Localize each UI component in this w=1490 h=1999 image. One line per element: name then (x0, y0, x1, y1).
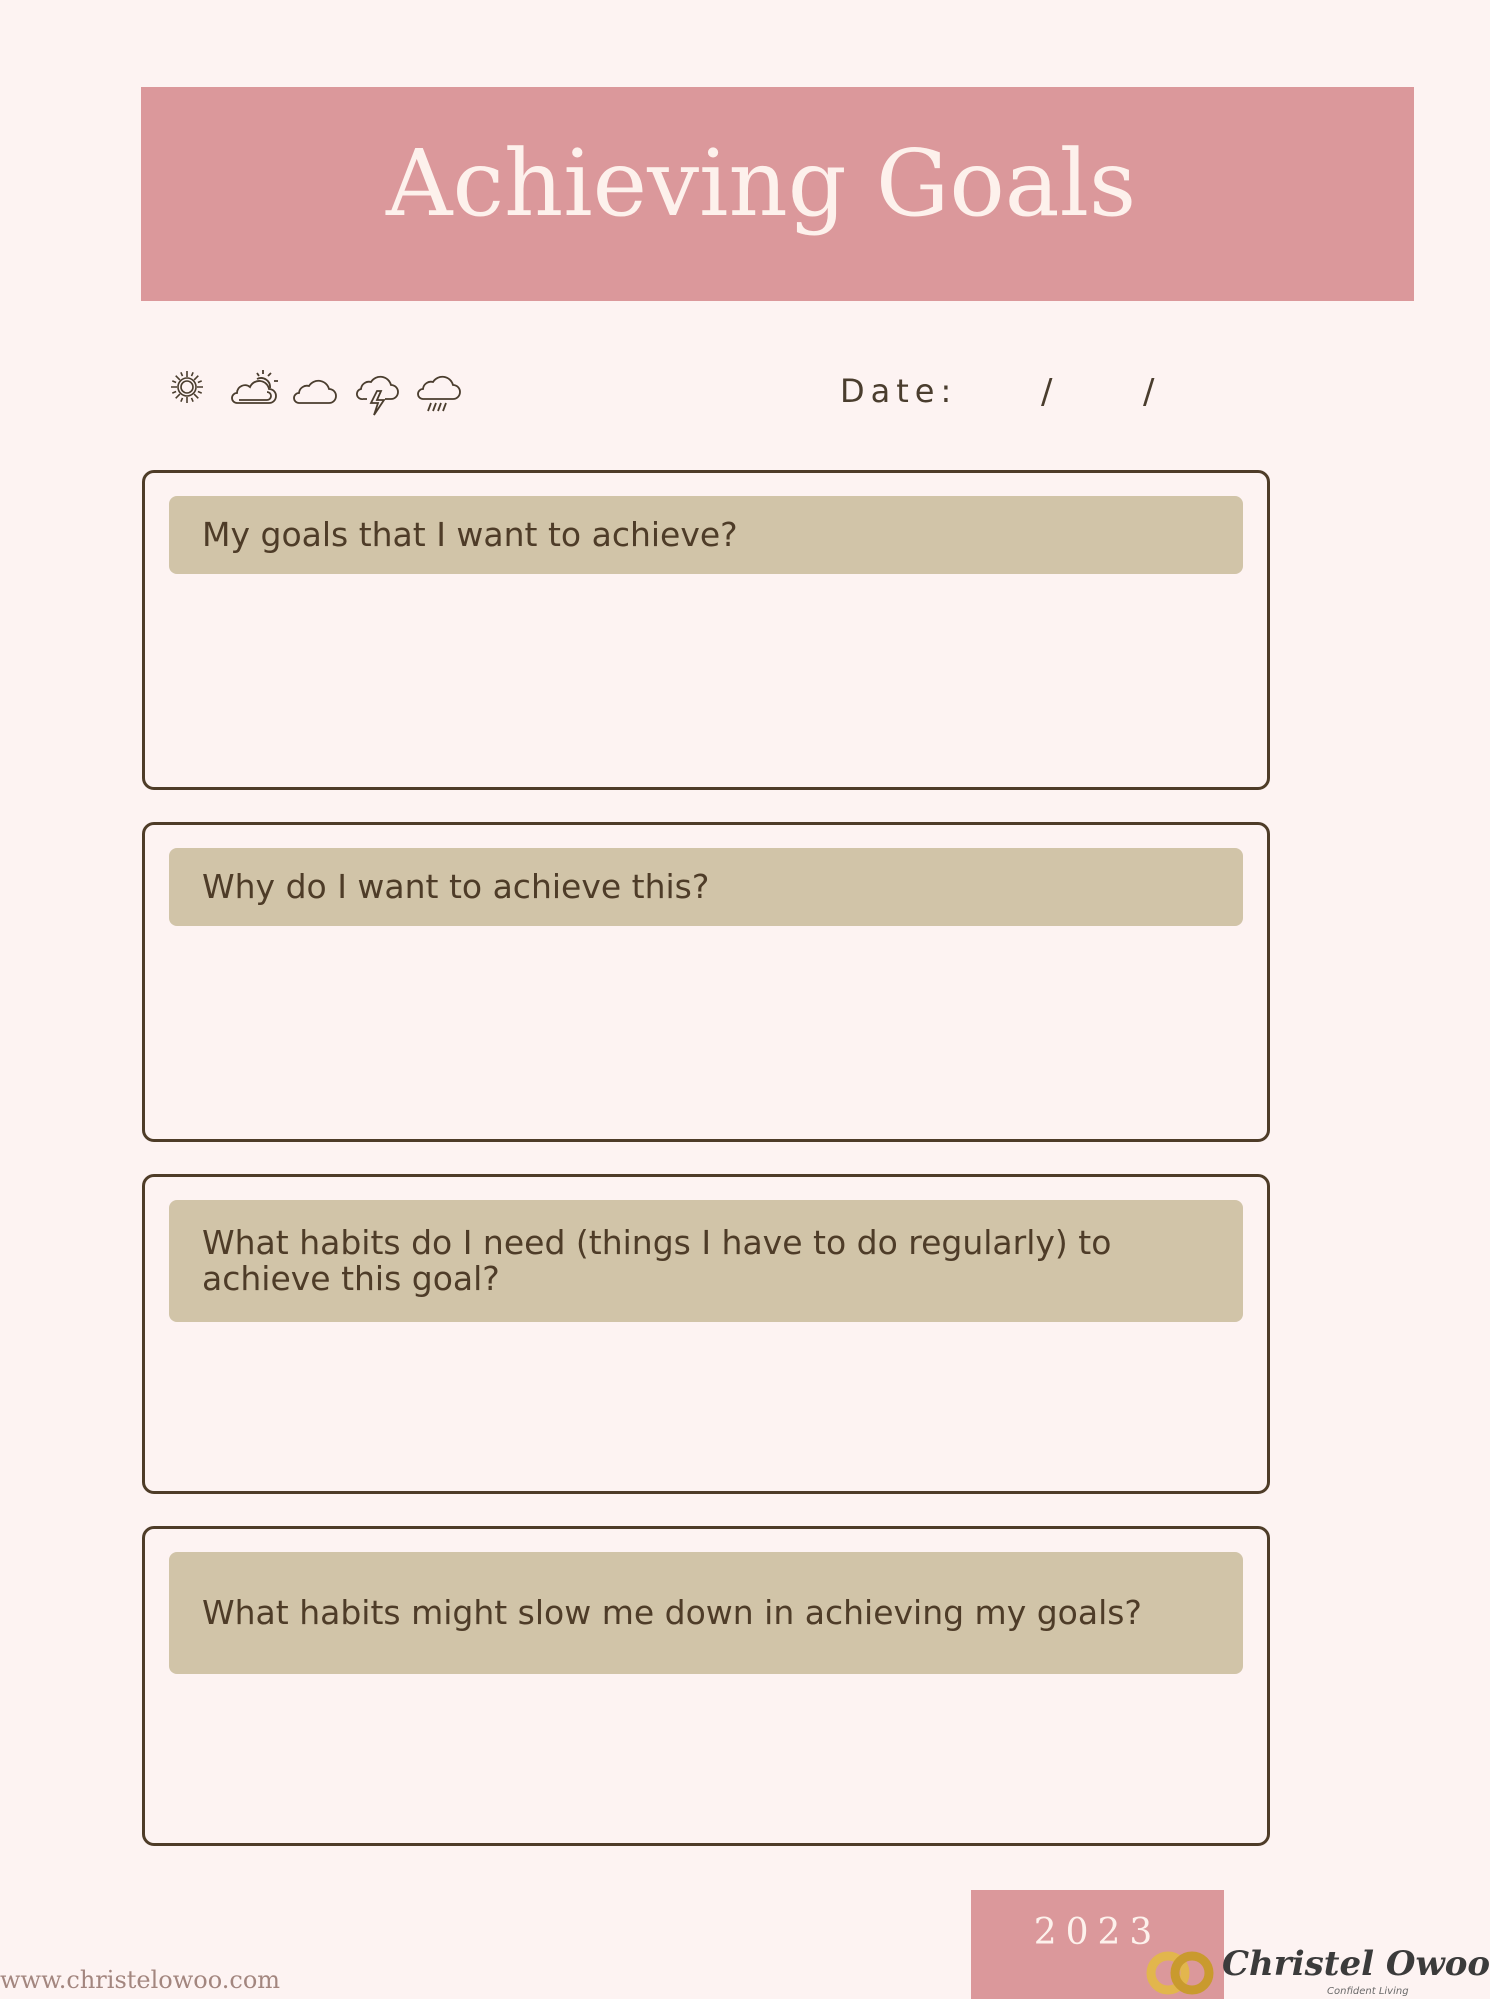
date-separator: / (1143, 372, 1161, 412)
brand-name: Christel Owoo (1222, 1944, 1490, 1984)
page-title: Achieving Goals (386, 130, 1137, 237)
partly-cloudy-icon[interactable] (227, 365, 283, 421)
question-goals: My goals that I want to achieve? (169, 496, 1243, 574)
brand-tagline: Confident Living (1327, 1986, 1409, 1997)
why-answer-box[interactable] (142, 822, 1270, 1142)
sun-icon[interactable] (165, 365, 221, 421)
goals-answer-box[interactable] (142, 470, 1270, 790)
date-separator: / (1041, 372, 1059, 412)
cloud-icon[interactable] (289, 365, 345, 421)
weather-icons (165, 365, 455, 427)
question-why: Why do I want to achieve this? (169, 848, 1243, 926)
rings-logo-icon (1142, 1948, 1224, 1998)
rain-icon[interactable] (413, 365, 469, 421)
thunderstorm-icon[interactable] (351, 365, 407, 421)
website-link[interactable]: www.christelowoo.com (0, 1966, 281, 1994)
year-text: 2023 (1033, 1912, 1162, 1953)
question-habits-needed: What habits do I need (things I have to do regularly) to achieve this goal? (169, 1200, 1243, 1322)
habits-needed-answer-box[interactable] (142, 1174, 1270, 1494)
date-label: Date: (840, 372, 958, 410)
question-slowing-habits: What habits might slow me down in achieving my goals? (169, 1552, 1243, 1674)
slowing-habits-answer-box[interactable] (142, 1526, 1270, 1846)
date-field[interactable] (840, 372, 1180, 416)
title-banner (141, 87, 1414, 301)
brand-logo (1142, 1944, 1490, 1999)
